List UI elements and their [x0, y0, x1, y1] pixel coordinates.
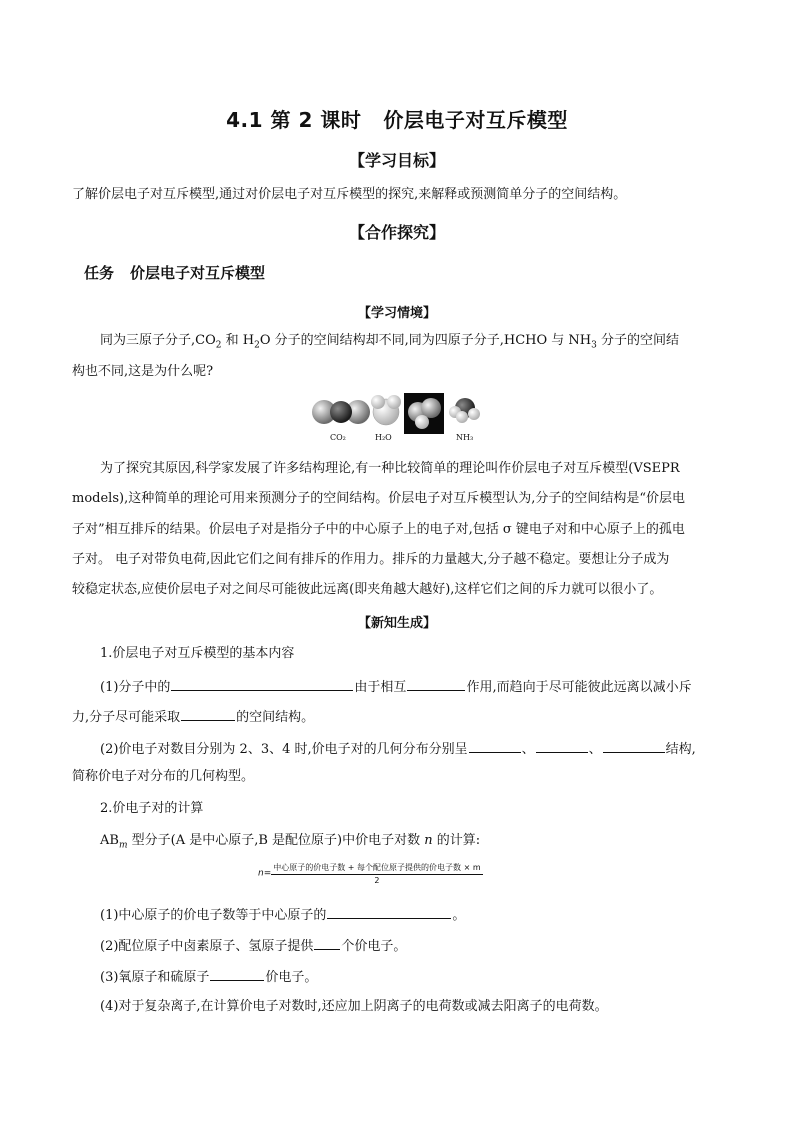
goal-text: 了解价层电子对互斥模型,通过对价层电子对互斥模型的探究,来解释或预测简单分子的空间结构。: [72, 187, 627, 202]
blank-2[interactable]: [407, 676, 465, 691]
blank-1[interactable]: [171, 676, 353, 691]
goal-heading: 【学习目标】: [348, 151, 445, 170]
blank-5[interactable]: [536, 738, 588, 753]
blank-4[interactable]: [469, 738, 521, 753]
question-1: (1)中心原子的价电子数等于中心原子的 。: [100, 904, 465, 925]
blank-6[interactable]: [603, 738, 665, 753]
h2o-model: [371, 395, 401, 425]
question-3: (3)氧原子和硫原子 价电子。: [100, 966, 317, 987]
item1-title: 1.价层电子对互斥模型的基本内容: [100, 646, 295, 661]
blank-3[interactable]: [181, 706, 235, 721]
situation-p2-l5: 较稳定状态,应使价层电子对之间尽可能彼此远离(即夹角越大越好),这样它们之间的斥力就可以很小了。: [72, 582, 663, 597]
situation-p2-l4: 子对。 电子对带负电荷,因此它们之间有排斥的作用力。排斥的力量越大,分子越不稳定。要想让分子成为: [72, 552, 670, 567]
molecule-models-image: [310, 392, 488, 444]
item1-2-line2: 简称价电子对分布的几何构型。: [72, 769, 255, 784]
task-heading: [84, 262, 265, 283]
blank-9[interactable]: [210, 966, 264, 981]
item2-title: 2.价电子对的计算: [100, 801, 204, 816]
lesson-number: 4.1 第 2 课时: [226, 108, 362, 132]
valence-pair-formula: n= $\frac{\text{中心原子的价电子数 + 每个配位原子提供的价电子数 × m}}{2}$: [258, 863, 481, 885]
item1-2-line1: (2)价电子对数目分别为 2、3、4 时,价电子对的几何分布分别呈 、 、 结构,: [100, 738, 696, 759]
new-knowledge-heading: 【新知生成】: [357, 616, 436, 631]
situation-p2-l2: models),这种简单的理论可用来预测分子的空间结构。价层电子对互斥模型认为,分子的空间结构是“价层电: [72, 491, 685, 506]
question-4: (4)对于复杂离子,在计算价电子对数时,还应加上阴离子的电荷数或减去阳离子的电荷数。: [100, 999, 608, 1014]
situation-p2-l3: 子对”相互排斥的结果。价层电子对是指分子中的中心原子上的电子对,包括 σ 键电子对和中心原子上的孤电: [72, 522, 685, 537]
label-co2: CO₂: [330, 433, 346, 442]
label-h2o: H₂O: [375, 433, 392, 442]
item1-1-line1: (1)分子中的 由于相互 作用,而趋向于尽可能彼此远离以减小斥: [100, 676, 692, 697]
situation-p2-l1: 为了探究其原因,科学家发展了许多结构理论,有一种比较简单的理论叫作价层电子对互斥模型(VSEPR: [100, 461, 680, 476]
co2-model: [312, 400, 370, 424]
situation-p1-line2: 构也不同,这是为什么呢?: [72, 364, 214, 379]
situation-heading: 【学习情境】: [357, 306, 436, 321]
lesson-topic: 价层电子对互斥模型: [383, 108, 568, 132]
nh3-model: [449, 398, 480, 423]
label-hcho: HCHO: [411, 435, 438, 444]
formula-numerator: 中心原子的价电子数 + 每个配位原子提供的价电子数 × m: [271, 862, 482, 875]
blank-7[interactable]: [327, 904, 451, 919]
page-title: [0, 104, 794, 133]
label-nh3: NH₃: [456, 433, 474, 442]
task-label: 任务: [84, 264, 115, 282]
task-name: 价层电子对互斥模型: [130, 264, 266, 282]
item1-1-line2: 力,分子尽可能采取 的空间结构。: [72, 706, 314, 727]
hcho-model: [404, 393, 444, 434]
item2-desc: $AB_m$ 型分子(A 是中心原子,B 是配位原子)中价电子对数 n 的计算:: [100, 833, 481, 851]
formula-denominator: 2: [374, 876, 380, 885]
question-2: (2)配位原子中卤素原子、氢原子提供 个价电子。: [100, 935, 406, 956]
situation-p1-line1: 同为三原子分子$,CO_2$ 和 $H_2O$ 分子的空间结构却不同,同为四原子分子,HCHO 与 $NH_3$ 分子的空间结: [100, 333, 680, 351]
coop-heading: 【合作探究】: [348, 223, 445, 242]
blank-8[interactable]: [314, 935, 340, 950]
